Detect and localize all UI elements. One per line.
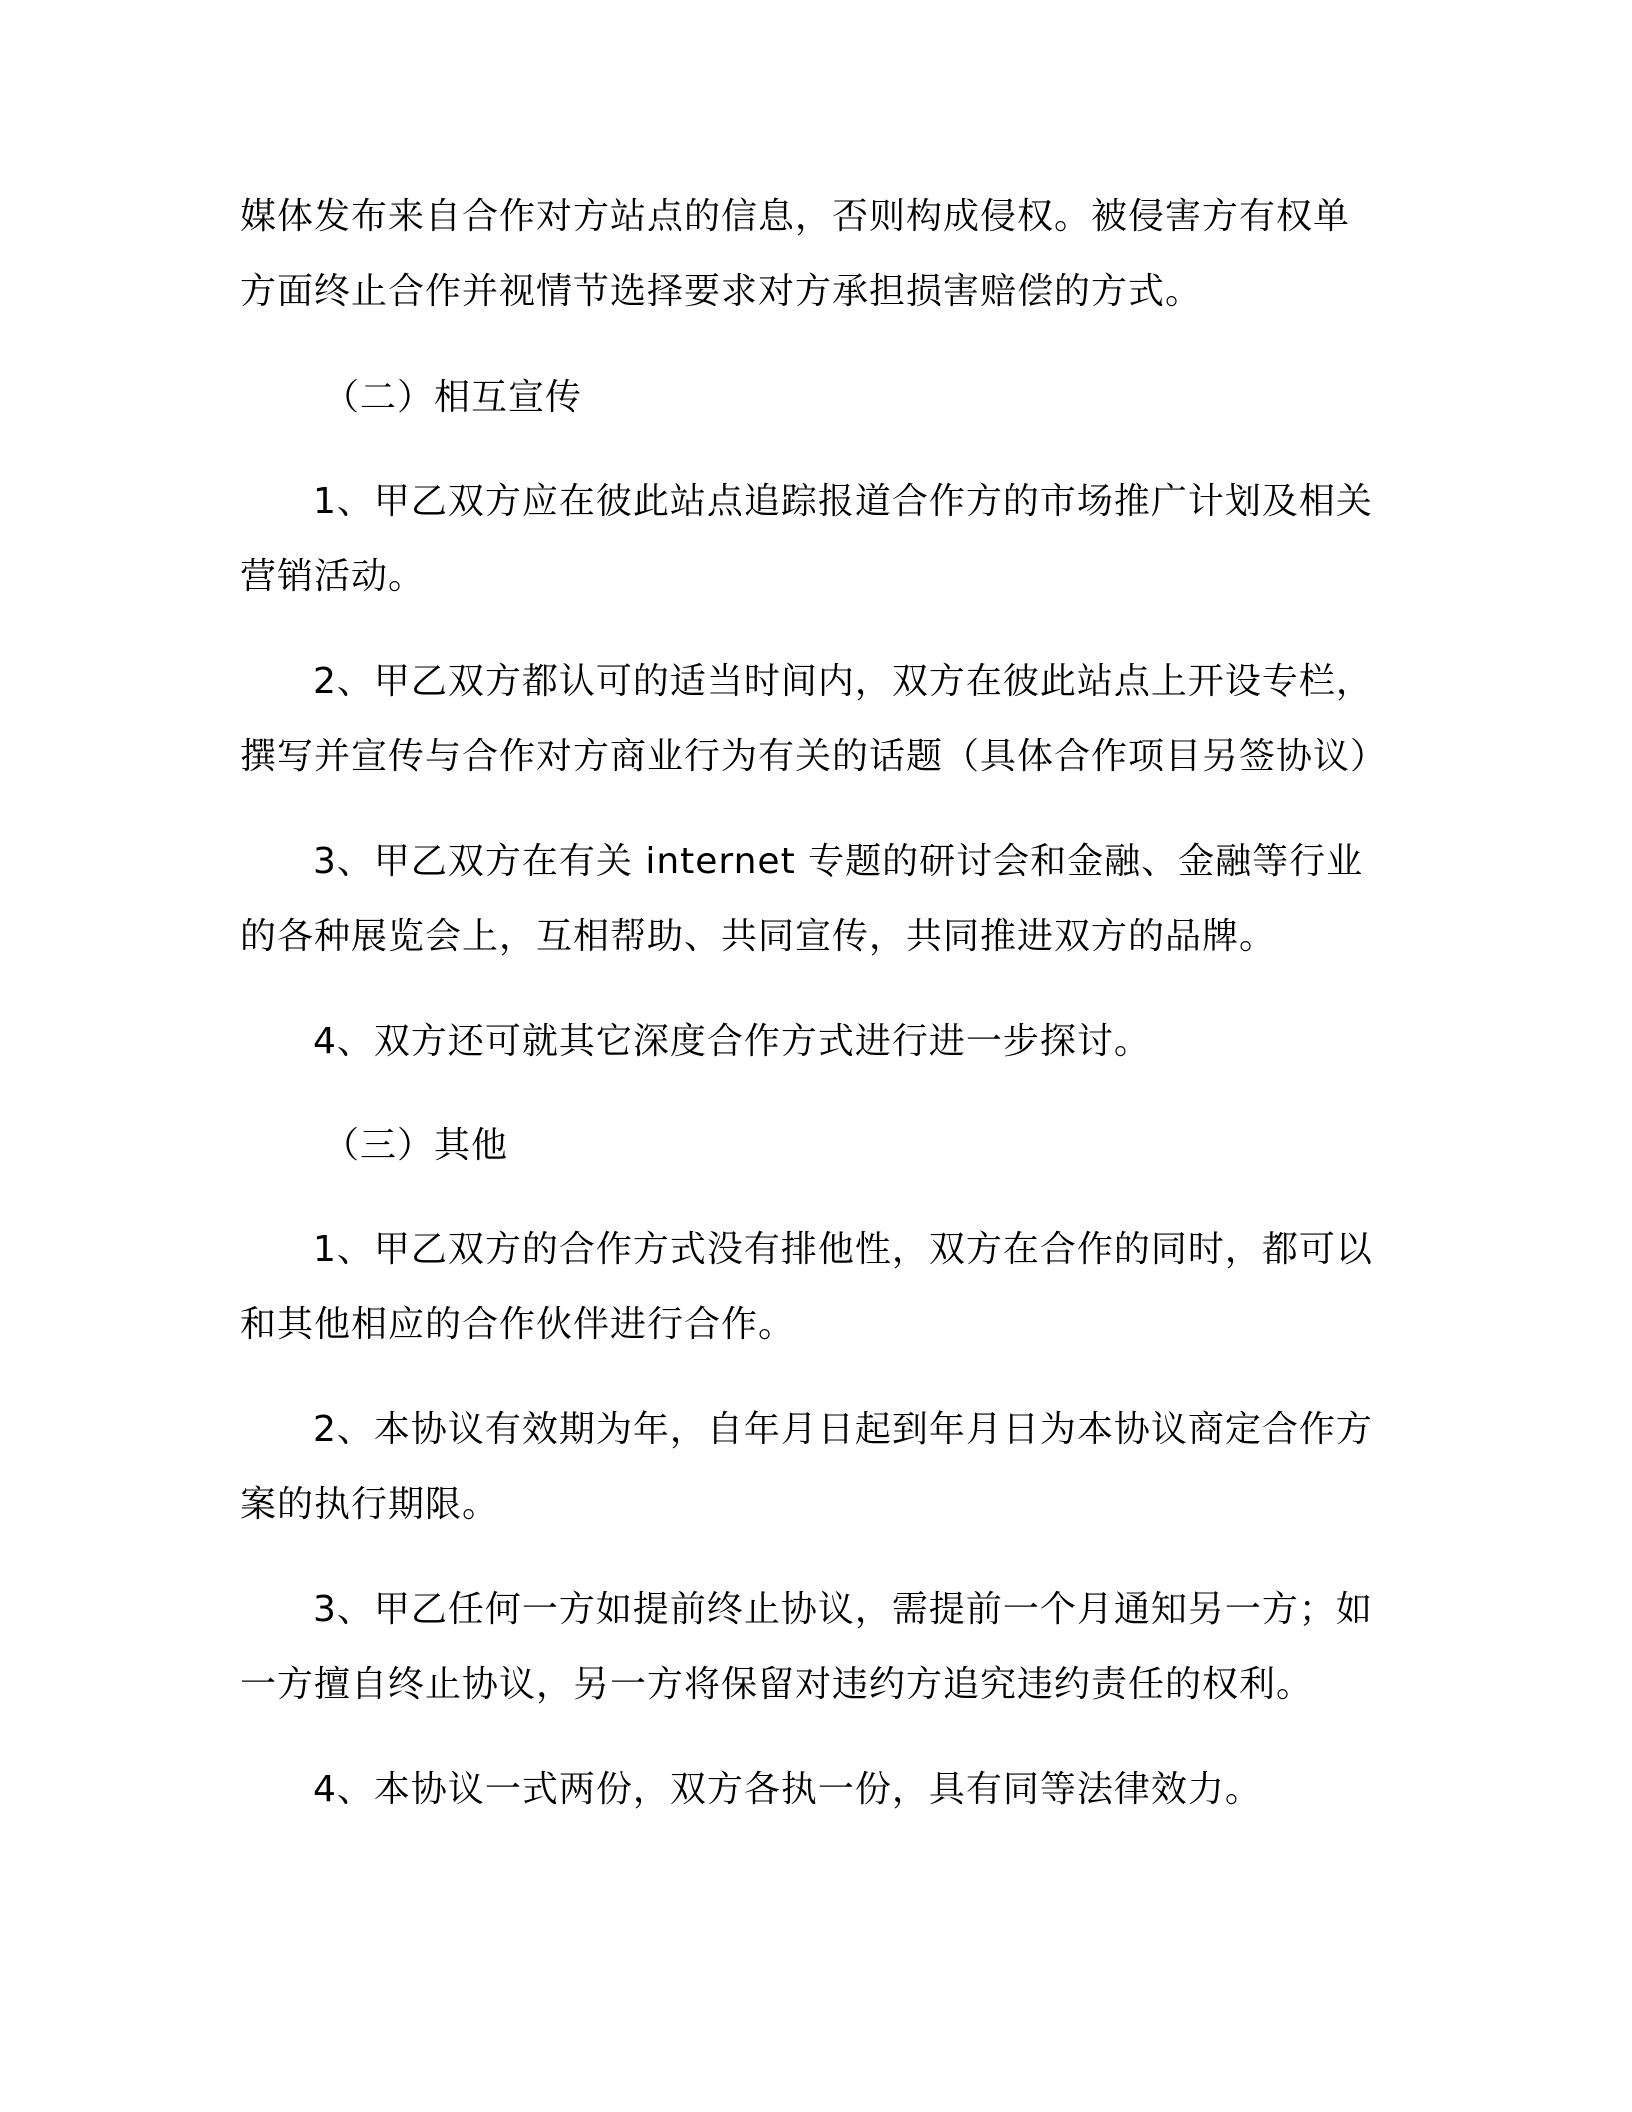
paragraph-line: 撰写并宣传与合作对方商业行为有关的话题（具体合作项目另签协议） xyxy=(240,736,1388,777)
paragraph-line: 的各种展览会上，互相帮助、共同宣传，共同推进双方的品牌。 xyxy=(240,916,1277,957)
paragraph-line: 4、双方还可就其它深度合作方式进行进一步探讨。 xyxy=(313,1021,1151,1062)
paragraph-line: 一方擅自终止协议，另一方将保留对违约方追究违约责任的权利。 xyxy=(240,1664,1314,1705)
paragraph-line: 案的执行期限。 xyxy=(240,1484,500,1525)
paragraph-line: 方面终止合作并视情节选择要求对方承担损害赔偿的方式。 xyxy=(240,271,1203,312)
paragraph-line: 营销活动。 xyxy=(240,556,426,597)
section-heading: （二）相互宣传 xyxy=(323,377,583,418)
paragraph-line: 1、甲乙双方应在彼此站点追踪报道合作方的市场推广计划及相关 xyxy=(313,481,1373,522)
paragraph-line: 2、本协议有效期为年，自年月日起到年月日为本协议商定合作方 xyxy=(313,1409,1373,1450)
paragraph-line: 3、甲乙双方在有关 internet 专题的研讨会和金融、金融等行业 xyxy=(313,841,1364,882)
paragraph-line: 2、甲乙双方都认可的适当时间内，双方在彼此站点上开设专栏， xyxy=(313,661,1373,702)
paragraph-line: 1、甲乙双方的合作方式没有排他性，双方在合作的同时，都可以 xyxy=(313,1229,1373,1270)
section-heading: （三）其他 xyxy=(323,1125,509,1166)
paragraph-line: 媒体发布来自合作对方站点的信息，否则构成侵权。被侵害方有权单 xyxy=(240,196,1351,237)
paragraph-line: 和其他相应的合作伙伴进行合作。 xyxy=(240,1304,796,1345)
paragraph-line: 4、本协议一式两份，双方各执一份，具有同等法律效力。 xyxy=(313,1769,1262,1810)
paragraph-line: 3、甲乙任何一方如提前终止协议，需提前一个月通知另一方；如 xyxy=(313,1589,1373,1630)
